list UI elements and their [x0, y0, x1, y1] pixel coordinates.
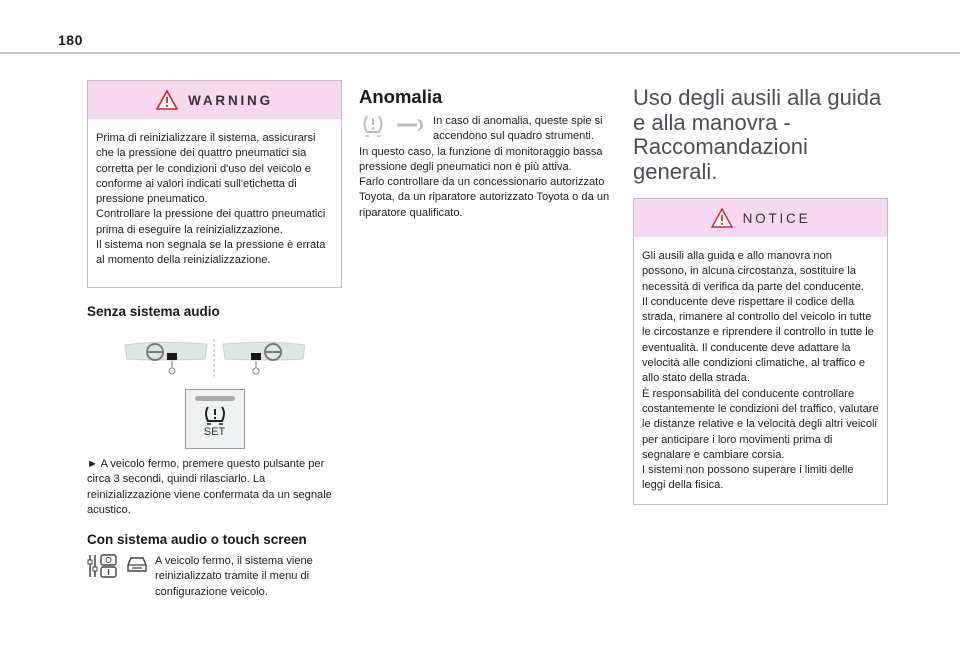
set-button-label: SET	[203, 426, 226, 438]
no-audio-text: ► A veicolo fermo, premere questo pulsante per circa 3 secondi, quindi rilasciarlo. La reinizializzazione viene confermata da un segnale acustico.	[87, 458, 332, 516]
notice-title: NOTICE	[742, 210, 811, 226]
warning-body	[88, 119, 341, 279]
notice-header	[634, 199, 887, 237]
dashboard-mirror-icon	[87, 337, 342, 379]
anomaly-heading: Anomalia	[359, 86, 443, 107]
with-audio-text: A veicolo fermo, il sistema viene reinizializzato tramite il menu di configurazione veicolo.	[155, 555, 313, 598]
tire-pressure-icon	[203, 405, 227, 425]
page-number: 180	[58, 32, 83, 48]
car-icon	[125, 553, 149, 575]
notice-body	[634, 237, 887, 504]
notice-text: Gli ausili alla guida e allo manovra non possono, in alcuna circostanza, sostituire la necessità di verifica da parte del conducente. Il conducente deve rispettare il codice della strada, rimanere al controllo del veicolo in tutte le circostanze e riprendere il controllo in tutte le eventualità. Il conducente deve adattare la velocità alle condizioni climatiche, al traffico e allo stato della strada. È responsabilità del conducente controllare costantemente le condizioni del traffico, valutare le distanze relative e la velocità degli altri veicoli per anticipare i loro movimenti prima di segnalare e cambiare corsia. I sistemi non possono superare i limiti delle leggi della fisica.	[642, 250, 879, 492]
button-indicator	[195, 396, 235, 401]
driving-aids-heading: Uso degli ausili alla guida e alla manovra - Raccomandazioni generali.	[633, 85, 882, 184]
column-middle	[359, 80, 614, 221]
wrench-icon	[393, 112, 427, 138]
anomaly-row	[359, 112, 614, 145]
with-audio-heading: Con sistema audio o touch screen	[87, 532, 307, 548]
anomaly-inline-text: In caso di anomalia, queste spie si accendono sul quadro strumenti.	[433, 115, 603, 143]
warning-triangle-icon	[156, 90, 178, 110]
warning-text: Prima di reinizializzare il sistema, assicurarsi che la pressione dei quattro pneumatici sia corretta per le condizioni d'uso del veicolo e conforme ai valori indicati sull'etichetta di pressione pneumatico. Controllare la pressione dei quattro pneumatici prima di eseguire la reinizializzazione. Il sistema non segnala se la pressione è errata al momento della reinizializzazione.	[96, 132, 326, 267]
with-audio-row	[87, 553, 342, 600]
warning-header	[88, 81, 341, 119]
column-right	[633, 80, 888, 505]
mirror-illustration	[87, 337, 342, 379]
set-button[interactable]	[185, 389, 245, 449]
no-audio-heading: Senza sistema audio	[87, 304, 220, 319]
notice-triangle-icon	[711, 208, 733, 228]
header-divider	[0, 52, 960, 54]
anomaly-text: In questo caso, la funzione di monitoraggio bassa pressione degli pneumatici non è più attiva. Farlo controllare da un concessionario autorizzato Toyota, da un riparatore autorizzato Toyota o da un riparatore qualificato.	[359, 145, 610, 219]
notice-box	[633, 198, 888, 505]
warning-box	[87, 80, 342, 288]
warning-title: WARNING	[188, 92, 273, 108]
tire-warning-icon	[359, 112, 387, 138]
settings-menu-icon	[87, 553, 119, 579]
column-left	[87, 80, 342, 600]
